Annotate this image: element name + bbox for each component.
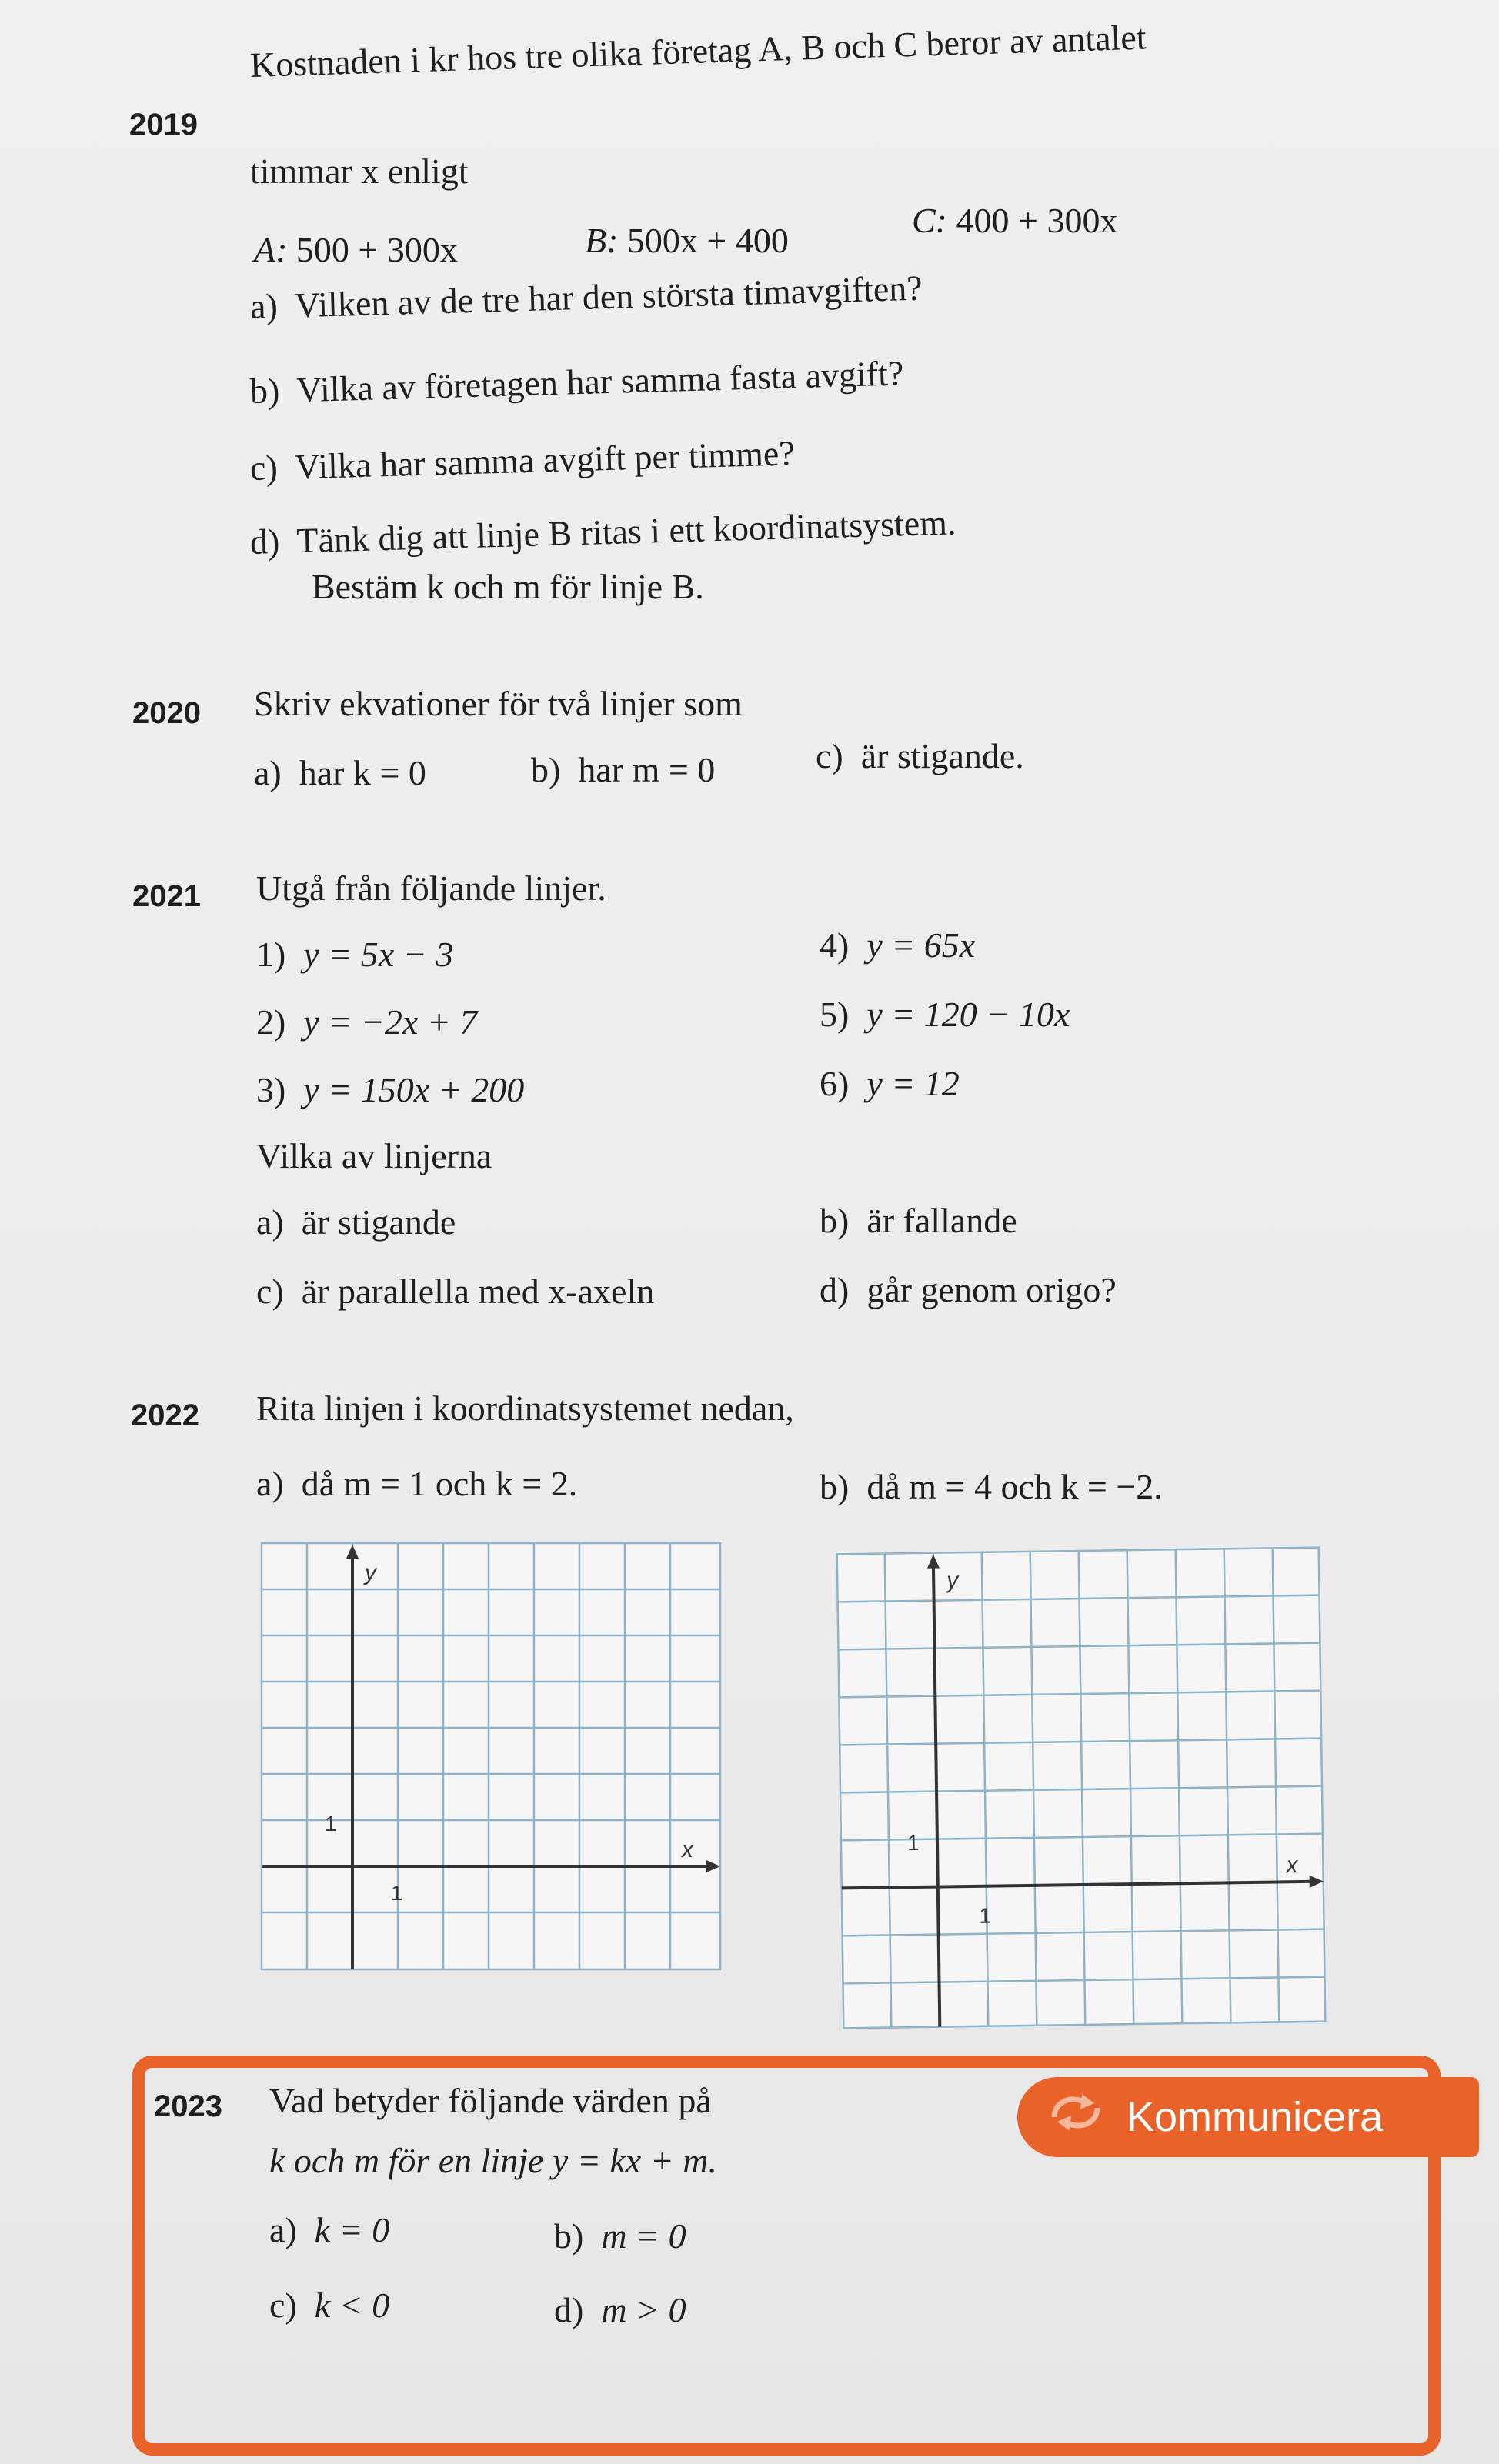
problem-2021-b: b) är fallande xyxy=(820,1201,1017,1240)
coordinate-grid-b[interactable] xyxy=(836,1546,1327,2030)
problem-2019-d-cont: Bestäm k och m för linje B. xyxy=(312,567,704,606)
line-eq-1: 1) y = 5x − 3 xyxy=(256,935,454,974)
problem-2021-c: c) är parallella med x-axeln xyxy=(256,1272,655,1311)
kommunicera-badge xyxy=(1017,2077,1479,2157)
problem-number-2022: 2022 xyxy=(131,1399,199,1432)
problem-number-2021: 2021 xyxy=(132,879,201,913)
problem-2021-d: d) går genom origo? xyxy=(820,1270,1117,1309)
problem-2023-line2: k och m för en linje y = kx + m. xyxy=(269,2141,717,2180)
y-tick-label-b: 1 xyxy=(906,1830,920,1856)
problem-2019-b: b) Vilka av företagen har samma fasta avgift? xyxy=(249,353,904,411)
line-eq-6: 6) y = 12 xyxy=(820,1064,960,1103)
y-axis-label-a: y xyxy=(365,1560,376,1585)
grid-lines-b xyxy=(837,1548,1326,2029)
problem-2020-intro: Skriv ekvationer för två linjer som xyxy=(254,684,743,723)
x-axis-label-b: x xyxy=(1286,1852,1298,1879)
problem-number-2020: 2020 xyxy=(132,696,201,730)
problem-2022-a: a) då m = 1 och k = 2. xyxy=(256,1464,578,1503)
x-tick-label-b: 1 xyxy=(979,1903,992,1928)
problem-2023-c: c) k < 0 xyxy=(269,2286,390,2325)
formula-a: A: 500 + 300x xyxy=(254,230,458,269)
problem-2019-c: c) Vilka har samma avgift per timme? xyxy=(249,433,796,488)
line-eq-2: 2) y = −2x + 7 xyxy=(256,1002,478,1042)
problem-2023-line1: Vad betyder följande värden på xyxy=(269,2081,712,2120)
line-eq-4: 4) y = 65x xyxy=(820,925,976,965)
badge-label: Kommunicera xyxy=(1127,2094,1384,2140)
problem-number-2023: 2023 xyxy=(154,2089,222,2123)
problem-2021-question: Vilka av linjerna xyxy=(256,1136,492,1175)
y-axis-label-b: y xyxy=(946,1568,959,1594)
problem-2021-intro: Utgå från följande linjer. xyxy=(256,869,606,908)
problem-2023-d: d) m > 0 xyxy=(554,2290,686,2329)
problem-2022-intro: Rita linjen i koordinatsystemet nedan, xyxy=(256,1389,794,1428)
line-eq-3: 3) y = 150x + 200 xyxy=(256,1070,525,1109)
formula-b: B: 500x + 400 xyxy=(585,221,789,260)
grid-lines-a xyxy=(262,1543,720,1969)
problem-2020-a: a) har k = 0 xyxy=(254,753,426,792)
problem-2019-line2: timmar x enligt xyxy=(250,152,469,191)
problem-2020-c: c) är stigande. xyxy=(816,736,1024,775)
problem-number-2019: 2019 xyxy=(129,108,198,142)
y-tick-label-a: 1 xyxy=(325,1812,337,1835)
problem-2019-d: d) Tänk dig att linje B ritas i ett koordinatsystem. xyxy=(249,502,957,562)
problem-2019-a: a) Vilken av de tre har den största timavgiften? xyxy=(249,268,923,326)
x-axis-label-a: x xyxy=(682,1837,693,1862)
formula-c: C: 400 + 300x xyxy=(912,201,1118,240)
problem-2023-a: a) k = 0 xyxy=(269,2210,390,2249)
problem-2022-b: b) då m = 4 och k = −2. xyxy=(820,1467,1163,1506)
line-eq-5: 5) y = 120 − 10x xyxy=(820,995,1070,1034)
problem-2019-line1: Kostnaden i kr hos tre olika företag A, B och C beror av antalet xyxy=(249,17,1147,85)
problem-2023-b: b) m = 0 xyxy=(554,2216,686,2256)
problem-2020-b: b) har m = 0 xyxy=(531,750,716,789)
x-tick-label-a: 1 xyxy=(391,1881,403,1905)
problem-2021-a: a) är stigande xyxy=(256,1202,456,1242)
arrows-cycle-icon xyxy=(1048,2091,1103,2144)
coordinate-grid-a[interactable] xyxy=(260,1542,722,1972)
